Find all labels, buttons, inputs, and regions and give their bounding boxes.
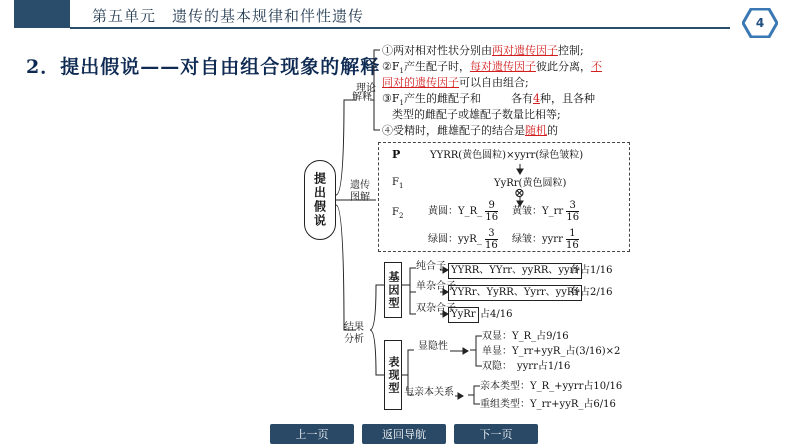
theory-line-6-answer: 随机 [525, 124, 547, 137]
theory-line-4a: ③F [382, 92, 400, 105]
header-title: 第五单元 遗传的基本规律和伴性遗传 [92, 7, 365, 25]
double-box: YyRr [448, 307, 479, 323]
cross-f1-label [392, 174, 403, 195]
theory-label-line2: 解释 [352, 92, 372, 103]
theory-line-3b: 可以自由组合; [459, 76, 529, 89]
theory-line-2-answer2: 不 [590, 60, 602, 73]
cross-times: × [506, 150, 515, 161]
cross-f2-letter: F [392, 207, 399, 218]
theory-label-top: 理论 [356, 83, 376, 94]
theory-line-6b: 的 [547, 124, 558, 137]
double-each: 占4/16 [480, 309, 513, 320]
f2-green-round-label: 绿圆：yyR_ [428, 234, 482, 245]
genotype-label: 基因型 [387, 270, 400, 310]
f2-yellow-round-label: 黄圆：Y_R_ [428, 206, 483, 217]
theory-line-1b: 控制; [558, 44, 584, 57]
f2-green-round-fraction [485, 228, 498, 251]
cross-parent2: yyrr(绿色皱粒) [514, 150, 584, 161]
theory-line-6a: ④受精时，雌雄配子的结合是 [382, 124, 525, 137]
dom-line-1: 双显：Y_R_占9/16 [482, 331, 569, 342]
theory-line-2b: 产生配子时， [403, 60, 470, 73]
theory-line-1a: ①两对相对性状分别由 [382, 44, 492, 57]
cross-f1-letter: F [392, 177, 399, 188]
f2-yellow-wrinkled-label: 黄皱：Y_rr [512, 206, 564, 217]
f2-green-wrinkled [512, 228, 579, 251]
cross-f1-sub: 1 [398, 182, 404, 190]
section-title: 2．提出假说——对自由组合现象的解释 [26, 56, 381, 78]
phenotype-box [384, 340, 402, 410]
cross-label-line1: 遗传 [350, 180, 370, 191]
root-node [304, 160, 336, 240]
cross-label-line2: 图解 [350, 192, 370, 203]
single-box: YYRr、YyRR、Yyrr、yyRr [448, 285, 582, 301]
next-page-button[interactable]: 下一页 [454, 424, 538, 444]
phenotype-label: 表现型 [387, 355, 400, 395]
pure-each: 各占1/16 [570, 265, 613, 276]
pure-box: YYRR、YYrr、yyRR、yyrr [448, 263, 582, 279]
fraction-numerator: 1 [566, 228, 579, 240]
single-each: 各占2/16 [570, 287, 613, 298]
cross-parent1: YYRR(黄色圆粒) [430, 150, 507, 161]
parent-line-2: 重组类型：Y_rr+yyR_占6/16 [480, 399, 616, 410]
fraction-denominator: 16 [566, 212, 580, 223]
fraction-denominator: 16 [485, 240, 498, 251]
theory-line-4-answer: 4 [532, 92, 540, 105]
theory-line-2a: ②F [382, 60, 400, 73]
theory-line-4b: 产生的雌配子和 [403, 92, 481, 105]
back-to-nav-button[interactable]: 返回导航 [362, 424, 446, 444]
pure-label: 纯合子 [416, 261, 446, 272]
theory-line-2c: 彼此分离， [535, 60, 591, 73]
theory-line-3-answer: 同对的遗传因子 [382, 76, 459, 89]
theory-line-4d: 种，且各种 [539, 92, 595, 105]
f2-yellow-round [428, 200, 498, 223]
theory-line-1 [382, 42, 584, 59]
theory-line-6 [382, 122, 558, 139]
f2-green-wrinkled-fraction [566, 228, 579, 251]
theory-line-2-sub: 1 [399, 67, 404, 76]
theory-line-4c: 各有 [510, 92, 533, 105]
single-label: 单杂合子 [416, 281, 456, 292]
theory-line-3 [382, 74, 529, 91]
dom-line-2: 单显：Y_rr+yyR_占(3/16)×2 [482, 346, 621, 357]
dom-label: 显隐性 [418, 341, 448, 352]
cross-f2-sub: 2 [398, 212, 404, 220]
cross-p-label: P [392, 148, 401, 161]
theory-line-1-answer: 两对遗传因子 [492, 44, 558, 57]
double-label: 双杂合子 [416, 303, 456, 314]
f2-yellow-round-fraction [485, 200, 498, 223]
f2-yellow-wrinkled-fraction [566, 200, 579, 223]
results-label-line2: 分析 [344, 334, 364, 345]
results-label-line1: 结果 [344, 322, 364, 333]
f2-green-round [428, 228, 498, 251]
root-label: 提出假说 [312, 172, 327, 228]
prev-page-button[interactable]: 上一页 [270, 424, 354, 444]
cross-f2-label [392, 204, 403, 225]
cross-f1-text: YyRr(黄色圆粒) [494, 178, 567, 189]
fraction-numerator: 3 [566, 200, 579, 212]
page-number: 4 [755, 16, 765, 30]
dom-line-3: 双隐： yyrr占1/16 [482, 361, 571, 372]
theory-line-4-sub: 1 [399, 99, 404, 108]
self-cross-icon: ⊗ [514, 186, 525, 201]
cross-p-row [430, 147, 583, 164]
f2-yellow-wrinkled [512, 200, 579, 223]
fraction-denominator: 16 [485, 212, 499, 223]
genotype-box [384, 262, 402, 318]
theory-line-2-answer: 每对遗传因子 [469, 60, 536, 73]
fraction-denominator: 16 [566, 240, 579, 251]
f2-green-wrinkled-label: 绿皱：yyrr [512, 234, 563, 245]
parent-line-1: 亲本类型：Y_R_+yyrr占10/16 [480, 381, 623, 392]
fraction-numerator: 9 [485, 200, 498, 212]
theory-line-5: 类型的雌配子或雄配子数量比相等; [392, 108, 561, 121]
parent-label: 与亲本关系 [404, 387, 454, 398]
fraction-numerator: 3 [485, 228, 498, 240]
